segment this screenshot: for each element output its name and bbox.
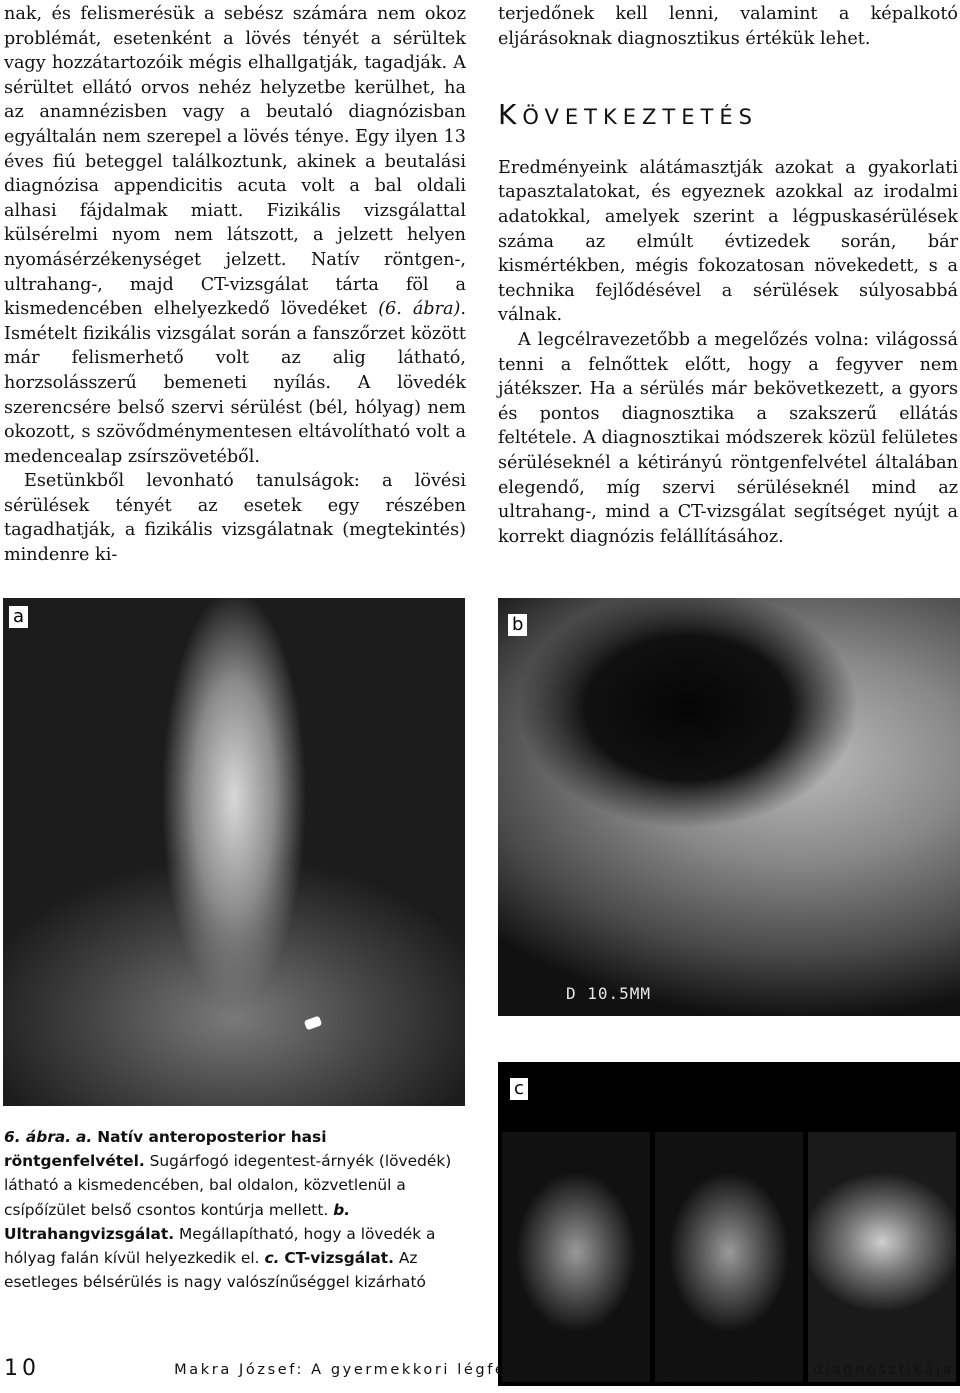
caption-a-text: Sugárfogó idegentest-árnyék (lövedék) látható a kismedencében, bal oldalon, közvetlenül a csípőízület belső csontos kontúrja mellett. [4,1152,452,1219]
conclusion-paragraph-2: A legcélravezetőbb a megelőzés volna: világossá tenni a felnőttek előtt, hogy a fegyver nem játékszer. Ha a sérülés már bekövetkezett, a gyors és pontos diagnosztika a szakszerű ellátás feltétele. A diagnosztikai módszerek közül felületes sérüléseknél a kétirányú röntgenfelvétel általában elegendő, míg szervi sérüléseknél mind az ultrahang-, mind a CT-vizsgálat segítséget nyújt a korrekt diagnózis felállításához. [498,329,958,547]
caption-c-title: CT-vizsgálat. [284,1249,394,1268]
bullet-shadow [304,1016,322,1031]
caption-b-title: Ultrahangvizsgálat. [4,1224,175,1243]
caption-c-text: Az esetleges bélsérülés is nagy valószínűséggel kizárható [4,1249,426,1292]
right-text-column [498,2,958,549]
figure-b-label: b [508,614,527,636]
running-footer-title: Makra József: A gyermekkori légfegyversérülések gyakorisága és diagnosztikája [174,1362,954,1378]
conclusion-paragraph-1: Eredményeink alátámasztják azokat a gyakorlati tapasztalatokat, és egyeznek azokkal az irodalmi adatokkal, amelyek szerint a légpuskasérülések száma az elmúlt évtizedek során, bár kismértékben, mégis fokozatosan növekedett, s a technika fejlődésével a sérülések súlyosabbá válnak. [498,157,958,326]
figure-reference: (6. ábra) [378,299,461,320]
ultrasound-measurement: D 10.5MM [566,984,652,1003]
body-paragraph-1: nak, és felismerésük a sebész számára nem okoz problémát, esetenként a lövés tényét a sérültek vagy hozzátartozóik mégis elhallgatják, tagadják. A sérültet ellátó orvos nehéz helyzetbe kerülhet, ha az anamnézisben vagy a beutaló diagnózisban egyáltalán nem szerepel a lövés ténye. Egy ilyen 13 éves fiú beteggel találkoztunk, akinek a beutalási diagnózisa appendicitis acuta volt a bal oldali alhasi fájdalmak miatt. Fizikális vizsgálattal külsérelmi nyom nem látszott, a jelzett helyen nyomásérzékenységet jelzett. Natív röntgen-, ultrahang-, majd CT-vizsgálat tárta föl a kismedencében elhelyezkedő lövedéket (6. ábra). Ismételt fizikális vizsgálat során a fanszőrzet között már felismerhető volt az alig látható, horzsolásszerű bemeneti nyílás. A lövedék szerencsére belső szervi sérülést (bél, hólyag) nem okozott, s szövődménymentesen eltávolítható volt a medencealap zsírszövetéből. [4,4,466,467]
left-text-column [4,2,466,568]
body-paragraph-2: Esetünkből levonható tanulságok: a lövési sérülések tényét az esetek egy részében tagadhatják, a fizikális vizsgálatnak (megtekintés) mindenre ki- [4,471,466,566]
page-number: 10 [4,1356,40,1381]
figure-a-xray [3,598,465,1106]
ct-slice-2 [655,1132,803,1382]
figure-caption: 6. ábra. a. Natív anteroposterior hasi röntgenfelvétel. Sugárfogó idegentest-árnyék (lövedék) látható a kismedencében, bal oldalon, közvetlenül a csípőízület belső csontos kontúrja mellett. b. Ultrahangvizsgálat. Megállapítható, hogy a lövedék a hólyag falán kívül helyezkedik el. c. CT-vizsgálat. Az esetleges bélsérülés is nagy valószínűséggel kizárható [4,1128,452,1292]
figure-c-ct [498,1062,960,1386]
caption-figure-number: 6. ábra. [4,1128,72,1146]
figure-a-label: a [9,606,28,628]
body-paragraph-continued: terjedőnek kell lenni, valamint a képalkotó eljárásoknak diagnosztikus értékük lehet. [498,4,958,49]
ct-slice-1 [502,1132,650,1382]
caption-a-title: Natív anteroposterior hasi röntgenfelvétel. [4,1128,327,1171]
caption-b-text: Megállapítható, hogy a lövedék a hólyag falán kívül helyezkedik el. [4,1224,436,1268]
section-heading: KÖVETKEZTETÉS [498,98,758,132]
figure-c-label: c [510,1078,528,1100]
figure-b-ultrasound [498,598,960,1016]
ct-slice-3 [808,1132,956,1382]
